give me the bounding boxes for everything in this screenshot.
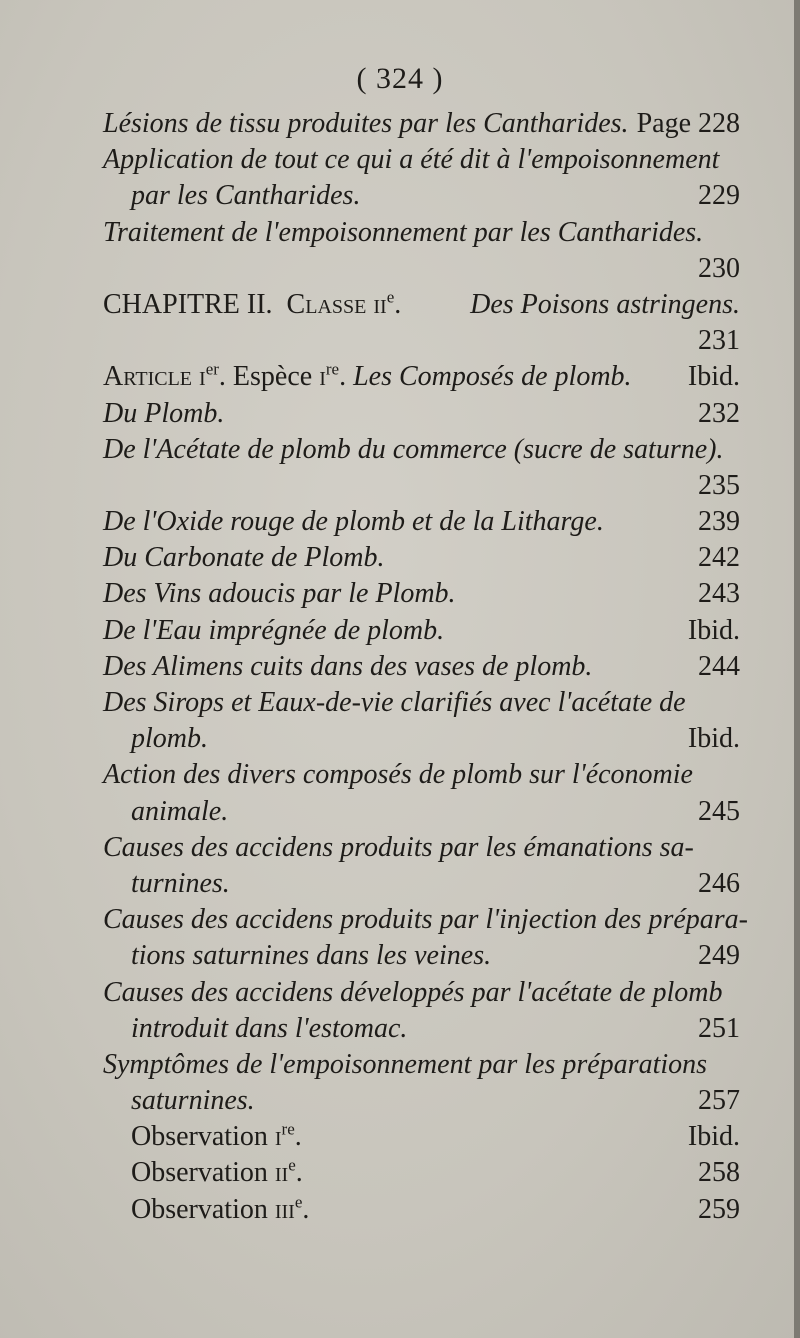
page-number: ( 324 ) — [356, 62, 444, 95]
page-edge — [794, 0, 800, 1338]
entry-title: Des Sirops et Eaux-de-vie clarifiés avec l'acétate de — [103, 687, 686, 718]
espece-sup: re — [325, 359, 340, 379]
toc-line — [103, 1119, 740, 1155]
entry-page: Page 228 — [636, 108, 740, 139]
observation-sup: e — [294, 1192, 303, 1212]
entry-page: Ibid. — [687, 614, 740, 646]
entry-title: Des Alimens cuits dans des vases de plomb. — [103, 650, 593, 682]
article-heading — [103, 359, 740, 395]
article-number: i — [199, 361, 206, 393]
toc-line — [103, 830, 740, 866]
entry-title: Des Vins adoucis par le Plomb. — [103, 578, 456, 610]
toc-line — [103, 938, 740, 974]
observation-word: Observation — [131, 1121, 268, 1153]
entry-page: 242 — [698, 542, 740, 574]
entry-title: De l'Oxide rouge de plomb et de la Litharge. — [103, 506, 604, 538]
toc-line — [103, 323, 740, 359]
toc-line — [103, 142, 740, 178]
observation-number: ii — [274, 1157, 289, 1189]
chapter-label: CHAPITRE II. Classe $ii^e$. — [103, 287, 402, 320]
entry-page: 246 — [698, 867, 740, 899]
entry-page: 249 — [698, 940, 740, 972]
entry-title: plomb. — [131, 723, 208, 755]
observation-word: Observation — [131, 1193, 268, 1225]
toc-line — [103, 866, 740, 902]
entry-title: Action des divers composés de plomb sur l'économie — [103, 759, 693, 791]
entry-title: animale. — [131, 795, 229, 827]
entry-page: Ibid. — [687, 361, 740, 393]
entry-title: Causes des accidens produits par l'injection des prépara- — [103, 904, 748, 936]
entry-title: Du Carbonate de Plomb. — [103, 542, 385, 574]
toc-line — [103, 106, 740, 142]
entry-page: Ibid. — [687, 1121, 740, 1153]
entry-title: Lésions de tissu produites par les Cantharides. — [103, 108, 629, 139]
toc-line — [103, 721, 740, 757]
toc-line — [103, 178, 740, 214]
article-sup: er — [205, 359, 219, 379]
toc-line — [103, 1083, 740, 1119]
toc-line — [103, 1047, 740, 1083]
classe-label: Classe — [286, 288, 367, 320]
toc-line — [103, 468, 740, 504]
entry-page: 259 — [698, 1193, 740, 1225]
observation-sup: re — [281, 1119, 295, 1139]
toc-line — [103, 902, 748, 938]
observation-sup: e — [288, 1156, 296, 1176]
entry-page: 243 — [698, 578, 740, 610]
toc-line — [103, 649, 740, 685]
article-word: Article — [103, 361, 193, 393]
toc-line — [103, 540, 740, 576]
entry-title: turnines. — [131, 867, 230, 899]
toc-line — [103, 576, 740, 612]
observation-number: i — [274, 1121, 282, 1153]
entry-page: Ibid. — [687, 723, 740, 755]
toc-line — [103, 396, 740, 432]
article-title: Les Composés de plomb. — [353, 361, 632, 393]
entry-title: Traitement de l'empoisonnement par les Cantharides. — [103, 216, 704, 248]
toc-line — [103, 504, 740, 540]
classe-sup: e — [386, 287, 395, 307]
toc-line — [103, 432, 740, 468]
toc-line — [103, 794, 740, 830]
entry-page: 251 — [698, 1012, 740, 1044]
entry-title: Causes des accidens développés par l'acétate de plomb — [103, 976, 723, 1008]
entry-page: 232 — [698, 397, 740, 429]
entry-page: 244 — [698, 650, 740, 682]
toc-line — [103, 1011, 740, 1047]
article-label: Article $i^{er}$. Espèce $i^{re}$. Les Composés de plomb. — [103, 359, 632, 393]
chapter-number: CHAPITRE II. — [103, 288, 273, 320]
entry-title: De l'Eau imprégnée de plomb. — [103, 614, 445, 646]
table-of-contents — [103, 106, 748, 1228]
entry-title: De l'Acétate de plomb du commerce (sucre de saturne). — [103, 433, 724, 465]
chapter-heading — [103, 287, 740, 323]
entry-title: Du Plomb. — [103, 397, 225, 429]
toc-line — [103, 1192, 740, 1228]
entry-page: 239 — [698, 506, 740, 538]
entry-title: saturnines. — [131, 1085, 255, 1117]
entry-page: 245 — [698, 795, 740, 827]
entry-page: 257 — [698, 1085, 740, 1117]
observation-number: iii — [274, 1193, 295, 1225]
entry-page: 235 — [698, 469, 740, 501]
entry-page: 230 — [698, 252, 740, 284]
entry-title: Application de tout ce qui a été dit à l'empoisonnement — [103, 144, 720, 176]
entry-page: 231 — [698, 325, 740, 357]
classe-number: ii — [373, 288, 387, 320]
toc-line — [103, 1155, 740, 1191]
observation-label: Observation $ii^e$. — [131, 1156, 303, 1189]
entry-title: introduit dans l'estomac. — [131, 1012, 408, 1044]
toc-line — [103, 613, 740, 649]
entry-title: Causes des accidens produits par les émanations sa- — [103, 831, 694, 863]
toc-line — [103, 975, 740, 1011]
toc-line — [103, 251, 740, 287]
observation-label: Observation iii$^e$. — [131, 1192, 310, 1225]
entry-title: Symptômes de l'empoisonnement par les préparations — [103, 1048, 708, 1080]
entry-title: par les Cantharides. — [131, 180, 361, 212]
toc-line — [103, 685, 740, 721]
observation-word: Observation — [131, 1157, 268, 1189]
observation-label: Observation $i^{re}$. — [131, 1119, 302, 1153]
toc-line — [103, 757, 740, 793]
chapter-title: Des Poisons astringens. — [470, 288, 740, 320]
espece-number: i — [319, 361, 326, 393]
toc-line — [103, 215, 740, 251]
entry-page: 258 — [698, 1157, 740, 1189]
entry-title: tions saturnines dans les veines. — [131, 940, 492, 972]
entry-page: 229 — [698, 180, 740, 212]
espece-word: Espèce — [232, 361, 313, 393]
